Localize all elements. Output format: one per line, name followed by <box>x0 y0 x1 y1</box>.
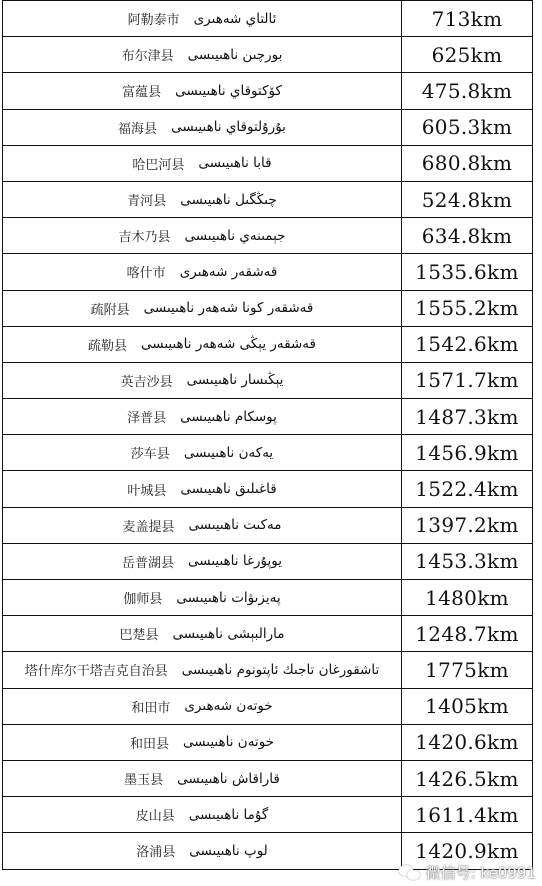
county-name-group <box>3 9 401 28</box>
county-name-chinese: 阿勒泰市 <box>127 13 180 29</box>
distance-cell: 1571.7km <box>402 362 533 398</box>
county-name-uyghur: لوپ ناھىيىسى <box>189 842 268 859</box>
county-name-group <box>3 516 401 535</box>
table-row <box>3 471 533 507</box>
county-name-group <box>3 190 401 209</box>
county-name-uyghur: يوپۇرغا ناھىيىسى <box>188 553 282 570</box>
distance-cell: 1535.6km <box>402 254 533 290</box>
county-name-cell <box>3 399 402 435</box>
table-row <box>3 109 533 145</box>
table-row <box>3 688 533 724</box>
county-name-cell <box>3 616 402 652</box>
table-row <box>3 580 533 616</box>
county-name-chinese: 和田市 <box>131 700 171 716</box>
distance-cell: 1555.2km <box>402 290 533 326</box>
county-name-chinese: 岳普湖县 <box>122 555 175 571</box>
county-name-cell <box>3 37 402 73</box>
table-row <box>3 73 533 109</box>
table-row <box>3 760 533 796</box>
county-name-uyghur: خوتەن شەھىرى <box>184 698 273 715</box>
county-name-group <box>3 588 401 607</box>
table-row <box>3 797 533 833</box>
county-name-cell <box>3 218 402 254</box>
county-name-uyghur: مەكىت ناھىيىسى <box>188 517 282 534</box>
county-name-uyghur: قاغىلىق ناھىيىسى <box>180 481 277 498</box>
county-name-group <box>3 769 401 788</box>
table-row <box>3 218 533 254</box>
county-name-chinese: 福海县 <box>118 121 158 137</box>
county-name-group <box>3 733 401 752</box>
distance-cell: 1611.4km <box>402 797 533 833</box>
distance-cell: 1426.5km <box>402 760 533 796</box>
county-name-group <box>3 154 401 173</box>
county-name-group <box>3 480 401 499</box>
county-name-cell <box>3 109 402 145</box>
county-name-group <box>3 841 401 860</box>
county-name-uyghur: قەشقەر يېڭى شەھەر ناھىيىسى <box>141 336 316 353</box>
table-row <box>3 145 533 181</box>
county-name-group <box>3 118 401 137</box>
county-name-cell <box>3 181 402 217</box>
distance-cell: 625km <box>402 37 533 73</box>
county-name-group <box>3 443 401 462</box>
distance-cell: 1522.4km <box>402 471 533 507</box>
table-row <box>3 362 533 398</box>
county-name-cell <box>3 507 402 543</box>
county-name-cell <box>3 543 402 579</box>
county-name-group <box>3 805 401 824</box>
county-name-uyghur: قاراقاش ناھىيىسى <box>177 770 280 787</box>
distance-cell: 680.8km <box>402 145 533 181</box>
county-name-cell <box>3 145 402 181</box>
table-row <box>3 290 533 326</box>
distance-cell: 1456.9km <box>402 435 533 471</box>
county-name-chinese: 青河县 <box>127 194 167 210</box>
distance-cell: 1775km <box>402 652 533 688</box>
county-name-group <box>3 624 401 643</box>
distance-cell: 605.3km <box>402 109 533 145</box>
watermark <box>399 862 536 883</box>
county-name-uyghur: جېمىنەي ناھىيىسى <box>184 227 286 244</box>
distance-cell: 713km <box>402 1 533 37</box>
county-name-cell <box>3 435 402 471</box>
distance-cell: 1420.6km <box>402 724 533 760</box>
county-name-group <box>3 262 401 281</box>
county-name-uyghur: قەشقەر كونا شەھەر ناھىيىسى <box>143 300 314 317</box>
county-name-chinese: 哈巴河县 <box>132 157 185 173</box>
table-row <box>3 181 533 217</box>
wechat-icon <box>399 864 421 882</box>
county-name-cell <box>3 1 402 37</box>
county-name-chinese: 叶城县 <box>127 483 167 499</box>
table-row <box>3 652 533 688</box>
distance-cell: 475.8km <box>402 73 533 109</box>
county-name-uyghur: گۇما ناھىيىسى <box>188 806 269 823</box>
county-name-chinese: 泽普县 <box>127 411 167 427</box>
county-name-chinese: 莎车县 <box>130 447 170 463</box>
distance-cell: 1480km <box>402 580 533 616</box>
county-name-cell <box>3 73 402 109</box>
table-row <box>3 507 533 543</box>
county-name-group <box>3 81 401 100</box>
county-name-chinese: 布尔津县 <box>121 49 174 65</box>
county-name-uyghur: يېڭىسار ناھىيىسى <box>186 372 284 389</box>
county-name-uyghur: ئالتاي شەھىرى <box>193 10 277 27</box>
distance-cell: 1487.3km <box>402 399 533 435</box>
table-row <box>3 254 533 290</box>
county-name-cell <box>3 760 402 796</box>
county-name-cell <box>3 797 402 833</box>
county-name-uyghur: قابا ناھىيىسى <box>198 155 272 172</box>
table-row <box>3 724 533 760</box>
county-name-cell <box>3 724 402 760</box>
county-name-chinese: 富蕴县 <box>122 85 162 101</box>
county-name-chinese: 喀什市 <box>126 266 166 282</box>
distance-cell: 524.8km <box>402 181 533 217</box>
county-name-uyghur: كۆكتوقاي ناھىيىسى <box>175 82 282 99</box>
county-name-chinese: 伽师县 <box>123 592 163 608</box>
distance-cell: 1405km <box>402 688 533 724</box>
county-name-chinese: 麦盖提县 <box>122 519 175 535</box>
county-name-chinese: 吉木乃县 <box>118 230 171 246</box>
county-name-cell <box>3 254 402 290</box>
table-row <box>3 326 533 362</box>
distance-cell: 1453.3km <box>402 543 533 579</box>
county-name-group <box>3 335 401 354</box>
county-name-cell <box>3 580 402 616</box>
county-name-uyghur: بورچىن ناھىيىسى <box>187 46 283 63</box>
county-name-uyghur: قەشقەر شەھىرى <box>179 263 278 280</box>
county-name-uyghur: پەيزىۋات ناھىيىسى <box>176 589 281 606</box>
watermark-text: 微信号: ke0991 <box>425 864 536 882</box>
county-name-chinese: 英吉沙县 <box>120 374 173 390</box>
table-row <box>3 37 533 73</box>
county-name-uyghur: چىڭگىل ناھىيىسى <box>180 191 277 208</box>
county-name-chinese: 巴楚县 <box>119 628 159 644</box>
distance-table-body <box>3 1 533 870</box>
distance-cell: 1397.2km <box>402 507 533 543</box>
county-name-group <box>3 697 401 716</box>
table-row <box>3 543 533 579</box>
distance-cell: 634.8km <box>402 218 533 254</box>
county-name-group <box>3 226 401 245</box>
county-name-cell <box>3 833 402 869</box>
county-name-chinese: 皮山县 <box>135 809 175 825</box>
county-name-cell <box>3 688 402 724</box>
county-name-group <box>3 299 401 318</box>
county-name-chinese: 塔什库尔干塔吉克自治县 <box>24 664 168 680</box>
county-name-chinese: 疏附县 <box>90 302 130 318</box>
county-name-uyghur: خوتەن ناھىيىسى <box>182 734 275 751</box>
county-name-group <box>3 407 401 426</box>
distance-cell: 1248.7km <box>402 616 533 652</box>
county-name-cell <box>3 652 402 688</box>
county-name-cell <box>3 471 402 507</box>
county-name-cell <box>3 290 402 326</box>
county-name-uyghur: پوسكام ناھىيىسى <box>180 408 277 425</box>
county-name-cell <box>3 362 402 398</box>
county-name-chinese: 洛浦县 <box>136 845 176 861</box>
county-name-uyghur: مارالبېشى ناھىيىسى <box>172 625 285 642</box>
county-name-group <box>3 660 401 679</box>
county-name-group <box>3 45 401 64</box>
table-row <box>3 1 533 37</box>
county-name-uyghur: تاشقورغان تاجىك ئاپتونوم ناھىيىسى <box>181 661 380 678</box>
table-row <box>3 399 533 435</box>
county-name-uyghur: بۇرۇلتوقاي ناھىيىسى <box>171 119 286 136</box>
table-row <box>3 435 533 471</box>
distance-table-container <box>2 0 530 870</box>
distance-cell: 1420.9km <box>402 833 533 869</box>
county-name-uyghur: يەكەن ناھىيىسى <box>183 444 274 461</box>
county-name-cell <box>3 326 402 362</box>
distance-cell: 1542.6km <box>402 326 533 362</box>
county-name-chinese: 墨玉县 <box>124 773 164 789</box>
table-row <box>3 616 533 652</box>
county-name-chinese: 疏勒县 <box>88 338 128 354</box>
county-name-group <box>3 552 401 571</box>
distance-table <box>2 0 533 870</box>
county-name-group <box>3 371 401 390</box>
county-name-chinese: 和田县 <box>129 736 169 752</box>
